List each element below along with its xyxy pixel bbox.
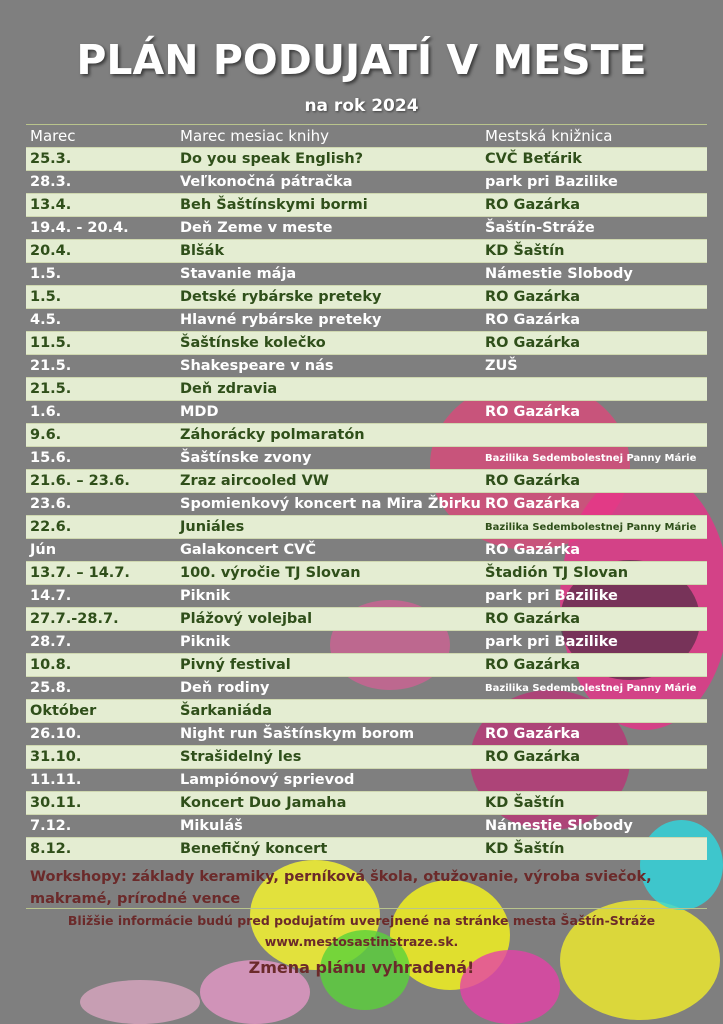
table-row — [26, 769, 707, 792]
cell-place — [481, 378, 707, 401]
cell-event: Plážový volejbal — [176, 608, 481, 631]
cell-place: RO Gazárka — [481, 654, 707, 677]
cell-event: Koncert Duo Jamaha — [176, 792, 481, 815]
cell-event: Hlavné rybárske preteky — [176, 309, 481, 332]
poster-subtitle: na rok 2024 — [304, 96, 419, 116]
info-line: Bližšie informácie budú pred podujatím uverejnené na stránke mesta Šaštín-Stráže — [67, 913, 656, 928]
cell-place: KD Šaštín — [481, 240, 707, 263]
cell-event: Mikuláš — [176, 815, 481, 838]
cell-place: RO Gazárka — [481, 401, 707, 424]
header-event: Marec mesiac knihy — [176, 125, 481, 148]
cell-date: 31.10. — [26, 746, 176, 769]
cell-event: Zraz aircooled VW — [176, 470, 481, 493]
cell-event: Lampiónový sprievod — [176, 769, 481, 792]
cell-place: CVČ Beťárik — [481, 148, 707, 171]
cell-date: 26.10. — [26, 723, 176, 746]
cell-date: 25.3. — [26, 148, 176, 171]
cell-event: Benefičný koncert — [176, 838, 481, 861]
cell-place: RO Gazárka — [481, 194, 707, 217]
workshop-note: Workshopy: základy keramiky, perníková škola, otužovanie, výroba sviečok, makramé, prírodné vence — [30, 869, 652, 907]
table-row — [26, 493, 707, 516]
cell-event: Deň Zeme v meste — [176, 217, 481, 240]
cell-date: 4.5. — [26, 309, 176, 332]
cell-date: 13.4. — [26, 194, 176, 217]
cell-date: 19.4. - 20.4. — [26, 217, 176, 240]
table-row — [26, 148, 707, 171]
cell-event: Šaštínske kolečko — [176, 332, 481, 355]
cell-date: 11.5. — [26, 332, 176, 355]
cell-date: Október — [26, 700, 176, 723]
cell-date: 28.7. — [26, 631, 176, 654]
table-row — [26, 194, 707, 217]
cell-date: 1.5. — [26, 286, 176, 309]
table-row — [26, 424, 707, 447]
cell-date: 30.11. — [26, 792, 176, 815]
table-row — [26, 562, 707, 585]
cell-date: 22.6. — [26, 516, 176, 539]
cell-date: 25.8. — [26, 677, 176, 700]
table-row — [26, 217, 707, 240]
cell-event: Pivný festival — [176, 654, 481, 677]
table-row — [26, 838, 707, 861]
cell-place: Bazilika Sedembolestnej Panny Márie — [481, 447, 707, 470]
cell-date: 21.5. — [26, 378, 176, 401]
cell-event: Deň zdravia — [176, 378, 481, 401]
website-link[interactable]: www.mestosastinstraze.sk. — [264, 934, 459, 949]
cell-place: RO Gazárka — [481, 539, 707, 562]
cell-event: Deň rodiny — [176, 677, 481, 700]
table-row — [26, 815, 707, 838]
table-row — [26, 539, 707, 562]
cell-place — [481, 769, 707, 792]
cell-date: 7.12. — [26, 815, 176, 838]
table-row — [26, 723, 707, 746]
cell-date: 13.7. – 14.7. — [26, 562, 176, 585]
table-row — [26, 585, 707, 608]
cell-date: 23.6. — [26, 493, 176, 516]
cell-date: 8.12. — [26, 838, 176, 861]
cell-date: 1.5. — [26, 263, 176, 286]
table-row — [26, 447, 707, 470]
events-table — [26, 124, 707, 860]
table-row — [26, 608, 707, 631]
table-row — [26, 792, 707, 815]
change-note: Zmena plánu vyhradená! — [248, 958, 475, 977]
cell-place: RO Gazárka — [481, 470, 707, 493]
cell-event: Strašidelný les — [176, 746, 481, 769]
cell-place: RO Gazárka — [481, 723, 707, 746]
table-row — [26, 516, 707, 539]
cell-place: Štadión TJ Slovan — [481, 562, 707, 585]
cell-date: 21.6. – 23.6. — [26, 470, 176, 493]
cell-event: Piknik — [176, 585, 481, 608]
poster-title: PLÁN PODUJATÍ V MESTE — [76, 36, 647, 84]
cell-event: Šaštínske zvony — [176, 447, 481, 470]
header-place: Mestská knižnica — [481, 125, 707, 148]
cell-event: Šarkaniáda — [176, 700, 481, 723]
cell-event: Záhorácky polmaratón — [176, 424, 481, 447]
cell-event: Detské rybárske preteky — [176, 286, 481, 309]
cell-place: Bazilika Sedembolestnej Panny Márie — [481, 516, 707, 539]
cell-place: RO Gazárka — [481, 493, 707, 516]
table-row — [26, 654, 707, 677]
cell-place: Šaštín-Stráže — [481, 217, 707, 240]
cell-date: 1.6. — [26, 401, 176, 424]
cell-event: Night run Šaštínskym borom — [176, 723, 481, 746]
cell-place: RO Gazárka — [481, 332, 707, 355]
table-row — [26, 286, 707, 309]
table-row — [26, 355, 707, 378]
cell-place: RO Gazárka — [481, 746, 707, 769]
table-row — [26, 470, 707, 493]
cell-place: RO Gazárka — [481, 608, 707, 631]
cell-event: Spomienkový koncert na Mira Žbirku — [176, 493, 481, 516]
header-date: Marec — [26, 125, 176, 148]
cell-event: Shakespeare v nás — [176, 355, 481, 378]
cell-place: park pri Bazilike — [481, 585, 707, 608]
cell-date: 15.6. — [26, 447, 176, 470]
table-row — [26, 309, 707, 332]
cell-event: Veľkonočná pátračka — [176, 171, 481, 194]
cell-date: 27.7.-28.7. — [26, 608, 176, 631]
cell-place — [481, 700, 707, 723]
table-row — [26, 171, 707, 194]
cell-event: Do you speak English? — [176, 148, 481, 171]
cell-date: 10.8. — [26, 654, 176, 677]
table-row — [26, 332, 707, 355]
cell-event: Piknik — [176, 631, 481, 654]
cell-date: 11.11. — [26, 769, 176, 792]
cell-event: 100. výročie TJ Slovan — [176, 562, 481, 585]
cell-place: ZUŠ — [481, 355, 707, 378]
divider — [26, 908, 707, 909]
cell-place: KD Šaštín — [481, 792, 707, 815]
cell-event: Juniáles — [176, 516, 481, 539]
cell-place — [481, 424, 707, 447]
cell-place: RO Gazárka — [481, 309, 707, 332]
cell-event: Stavanie mája — [176, 263, 481, 286]
table-row — [26, 378, 707, 401]
table-row — [26, 631, 707, 654]
cell-date: 20.4. — [26, 240, 176, 263]
cell-date: Jún — [26, 539, 176, 562]
cell-date: 9.6. — [26, 424, 176, 447]
table-row — [26, 700, 707, 723]
cell-event: Galakoncert CVČ — [176, 539, 481, 562]
table-row — [26, 240, 707, 263]
cell-place: park pri Bazilike — [481, 631, 707, 654]
table-row — [26, 746, 707, 769]
cell-date: 21.5. — [26, 355, 176, 378]
cell-place: park pri Bazilike — [481, 171, 707, 194]
cell-place: RO Gazárka — [481, 286, 707, 309]
table-row — [26, 263, 707, 286]
cell-place: Bazilika Sedembolestnej Panny Márie — [481, 677, 707, 700]
table-row — [26, 401, 707, 424]
table-header-row — [26, 125, 707, 148]
cell-place: Námestie Slobody — [481, 815, 707, 838]
table-row — [26, 677, 707, 700]
cell-event: MDD — [176, 401, 481, 424]
cell-event: Blšák — [176, 240, 481, 263]
cell-date: 14.7. — [26, 585, 176, 608]
cell-place: Námestie Slobody — [481, 263, 707, 286]
cell-place: KD Šaštín — [481, 838, 707, 861]
cell-event: Beh Šaštínskymi bormi — [176, 194, 481, 217]
cell-date: 28.3. — [26, 171, 176, 194]
